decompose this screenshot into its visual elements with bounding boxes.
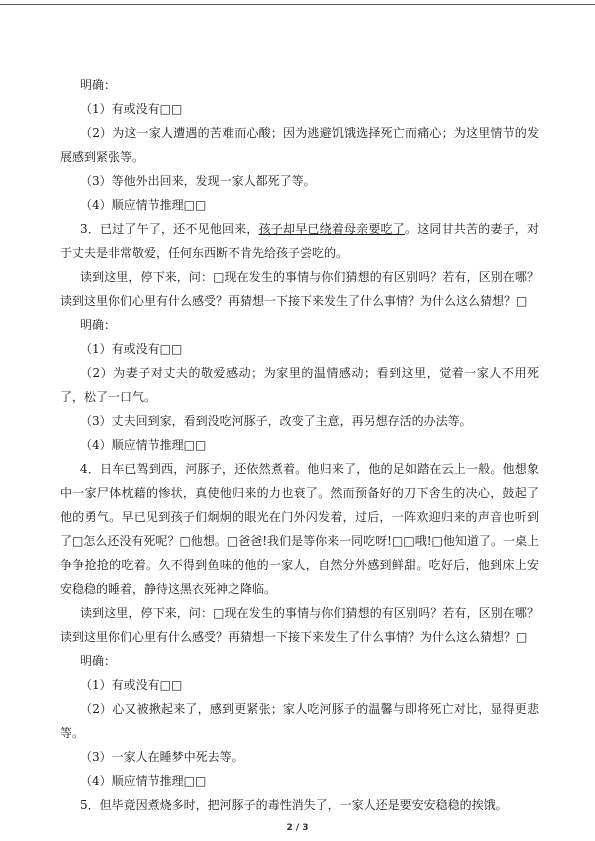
- story-paragraph-5: 5．但毕竟因煮烧多时，把河豚子的毒性消失了，一家人还是要安安稳稳的挨饿。: [80, 798, 508, 812]
- document-body: [60, 73, 539, 817]
- answer-item-2: （2）为妻子对丈夫的敬爱感动；为家里的温情感动；看到这里，觉着一家人不用死了，松了一口气。: [60, 366, 539, 404]
- reading-prompt: 读到这里，停下来，问：□现在发生的事情与你们猜想的有区别吗？若有，区别在哪？读到这里你们心里有什么感受？再猜想一下接下来发生了什么事情？为什么这么猜想？□: [60, 270, 539, 308]
- answer-item-3: （3）一家人在睡梦中死去等。: [80, 750, 244, 764]
- story-paragraph-3: 3．已过了午了，还不见他回来，孩子却早已绕着母亲要吃了。这同甘共苦的妻子，对于丈夫是非常敬爱，任何东西断不肯先给孩子尝吃的。: [60, 222, 539, 260]
- answer-item-1: （1）有或没有□□: [80, 678, 183, 692]
- answer-item-4: （4）顺应情节推理□□: [80, 198, 207, 212]
- reading-prompt: 读到这里，停下来，问：□现在发生的事情与你们猜想的有区别吗？若有，区别在哪？读到这里你们心里有什么感受？再猜想一下接下来发生了什么事情？为什么这么猜想？□: [60, 606, 539, 644]
- underlined-phrase: 孩子却早已绕着母亲要吃了: [258, 222, 405, 236]
- answer-item-1: （1）有或没有□□: [80, 102, 183, 116]
- paragraph-label-mingque: 明确：: [80, 654, 117, 668]
- answer-item-4: （4）顺应情节推理□□: [80, 438, 207, 452]
- page-number: 2 / 3: [286, 823, 309, 833]
- answer-item-1: （1）有或没有□□: [80, 342, 183, 356]
- answer-item-3: （3）等他外出回来，发现一家人都死了等。: [80, 174, 316, 188]
- answer-item-2: （2）为这一家人遭遇的苦难而心酸；因为逃避饥饿选择死亡而痛心；为这里情节的发展感到紧张等。: [60, 126, 539, 164]
- paragraph-label-mingque: 明确：: [80, 318, 117, 332]
- answer-item-4: （4）顺应情节推理□□: [80, 774, 207, 788]
- paragraph-label-mingque: 明确：: [80, 78, 117, 92]
- header-rule: [0, 4, 595, 5]
- story-paragraph-4: 4．日车已驾到西，河豚子，还依然煮着。他归来了，他的足如踏在云上一般。他想象中一家尸体枕藉的惨状，真使他归来的力也衰了。然而预备好的刀下舍生的决心，鼓起了他的勇气。早已见到孩子们炯炯的眼光在门外闪发着，过后，一阵欢迎归来的声音也听到了□怎么还没有死呢？□他想。□爸爸!我们是等你来一同吃呀!□□哦!□他知道了。一桌上争争抢抢的吃着。久不得到鱼味的他的一家人，自然分外感到鲜甜。吃好后，他到床上安安稳稳的睡着，静待这黑衣死神之降临。: [60, 462, 539, 596]
- answer-item-3: （3）丈夫回到家，看到没吃河豚子，改变了主意，再另想存活的办法等。: [80, 414, 472, 428]
- answer-item-2: （2）心又被揪起来了，感到更紧张；家人吃河豚子的温馨与即将死亡对比，显得更悲等。: [60, 702, 539, 740]
